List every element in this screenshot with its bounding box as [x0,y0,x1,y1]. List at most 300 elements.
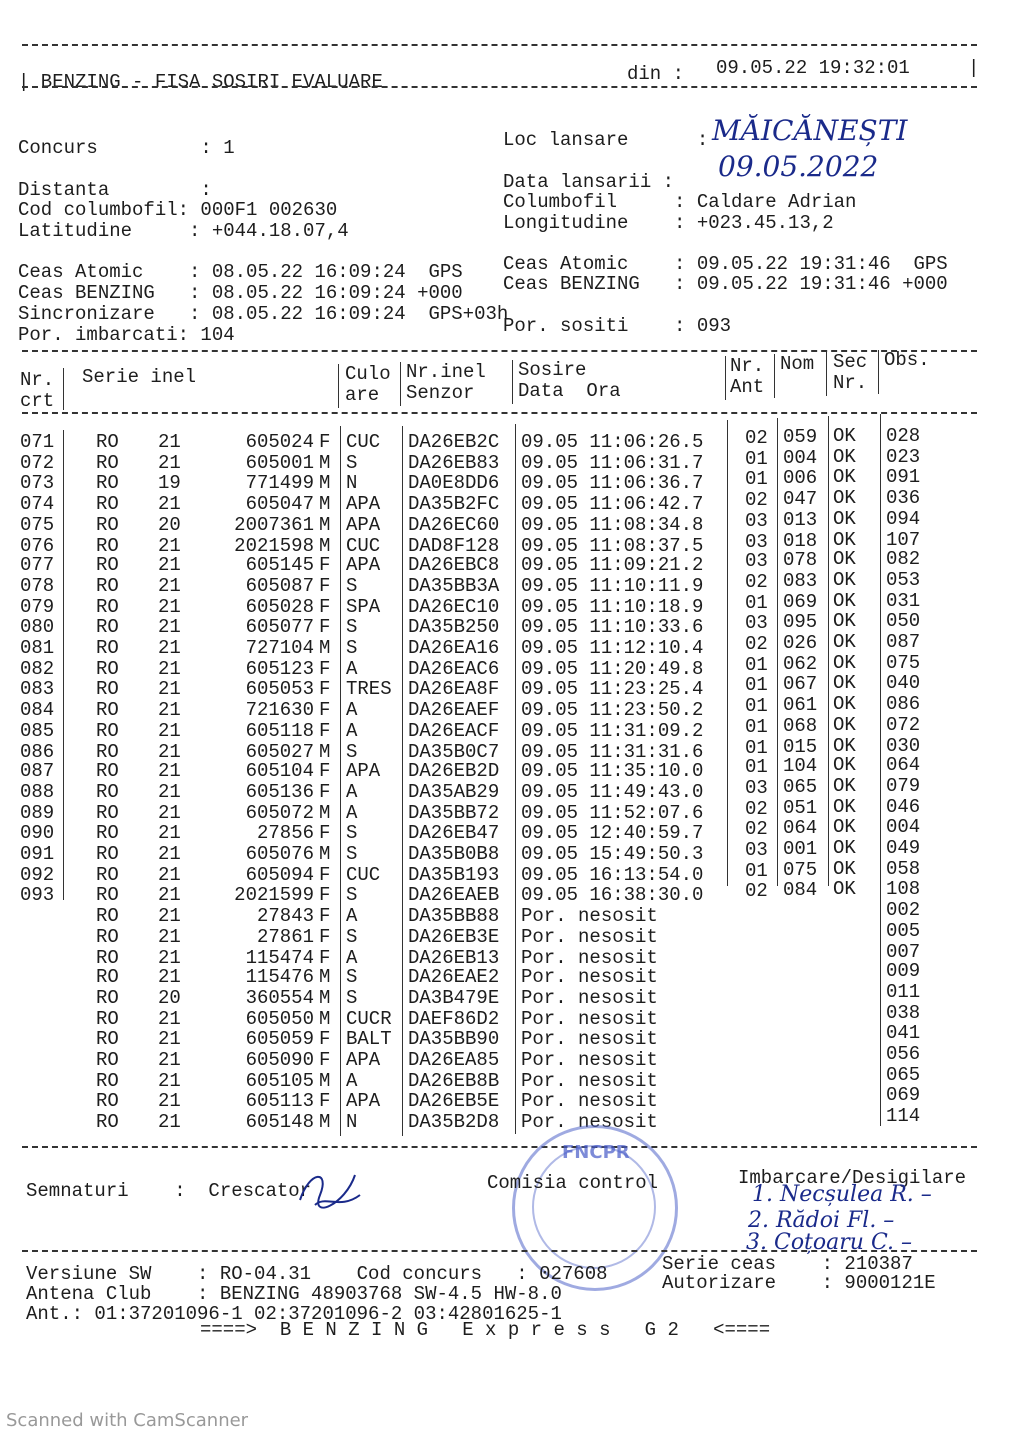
row-culoare: S [346,740,358,763]
row-sosire: 09.05 11:31:09.2 [521,719,704,742]
row-sosire: 09.05 11:23:50.2 [521,698,704,721]
row-inel: 2021598 [234,534,314,557]
row-nom: 075 [783,858,818,881]
hdr-crt: crt [20,390,55,412]
row-tara: RO [96,719,119,742]
table-row [0,940,1024,976]
row-sec: OK [833,734,856,757]
row-ant: 02 [745,818,768,841]
row-culoare: S [346,925,358,948]
hw-signatory-2: 2. Rădoi Fl. – [748,1208,895,1233]
row-sec: OK [833,692,856,715]
row-tara: RO [96,1110,119,1133]
row-senzor: DA26EA85 [408,1049,500,1071]
row-inel: 605076 [245,843,314,865]
row-sex: F [319,1089,331,1112]
row-an: 21 [158,1089,181,1112]
row-nr: 073 [20,471,55,494]
hdr-nr-ant-1: Nr. [730,355,765,377]
row-nom: 004 [783,446,818,469]
row-sec: OK [833,590,856,613]
row-sosire: 09.05 15:49:50.3 [521,843,704,865]
row-an: 21 [158,740,181,763]
row-nr: 076 [20,534,55,557]
data-lansarii-handwritten: 09.05.2022 [718,150,879,183]
row-an: 21 [158,575,181,598]
row-nr: 074 [20,492,55,515]
row-nr: 072 [20,451,55,474]
row-obs: 108 [886,877,921,900]
row-sec: OK [833,775,856,798]
row-tara: RO [96,677,119,700]
row-tara: RO [96,781,119,804]
row-nr: 079 [20,596,55,619]
row-ant: 01 [745,756,768,779]
row-senzor: DA26EB83 [408,451,500,474]
row-ant: 03 [745,509,768,532]
row-ant: 02 [745,427,768,449]
row-culoare: APA [346,1049,381,1071]
table-row [0,1002,1024,1038]
row-culoare: CUC [346,863,381,886]
row-inel: 605028 [245,596,314,619]
por-sositi: Por. sositi : 093 [503,315,732,337]
row-ant: 02 [745,488,768,511]
row-sex: M [319,637,331,659]
data-lansarii: Data lansarii : [503,171,675,193]
row-sex: F [319,781,331,804]
row-sec: OK [833,548,856,571]
row-senzor: DA26EA16 [408,637,500,659]
row-inel: 771499 [245,471,314,494]
row-obs: 041 [886,1022,921,1045]
hdr-are: are [345,384,380,406]
row-tara: RO [96,1028,119,1051]
row-sosire: Por. nesosit [521,1028,658,1051]
din-value: 09.05.22 19:32:01 [716,57,910,79]
row-nom: 078 [783,549,818,572]
row-culoare: S [346,637,358,659]
versiune-sw: Versiune SW : RO-04.31 Cod concurs : 027608 [26,1263,608,1285]
row-obs: 049 [886,837,921,859]
table-row [0,754,1024,787]
row-obs: 058 [886,857,921,880]
row-sex: M [319,451,331,474]
row-ant: 02 [745,798,768,821]
row-senzor: DA35B2D8 [408,1110,500,1133]
row-inel: 605077 [245,616,314,639]
row-sosire: 09.05 11:08:37.5 [521,534,704,557]
latitudine: Latitudine : +044.18.07,4 [18,220,349,242]
row-an: 21 [158,802,181,825]
row-culoare: CUCR [346,1008,392,1031]
row-an: 21 [158,637,181,659]
row-senzor: DA35B0C7 [408,740,500,763]
row-inel: 605053 [245,677,314,700]
row-sec: OK [833,713,856,736]
row-an: 20 [158,987,181,1010]
row-tara: RO [96,513,119,536]
table-row [0,631,1024,662]
table-row [0,1063,1024,1101]
row-senzor: DA3B479E [408,987,500,1010]
row-tara: RO [96,966,119,989]
row-obs: 086 [886,692,921,715]
row-sex: F [319,822,331,845]
row-culoare: N [346,471,358,494]
ceas-benzing-start: Ceas BENZING : 08.05.22 16:09:24 +000 [18,282,463,304]
row-an: 21 [158,657,181,680]
distanta: Distanta : [18,179,212,201]
table-row [0,528,1024,558]
row-an: 21 [158,1110,181,1133]
antena-club: Antena Club : BENZING 48903768 SW-4.5 HW-8.0 [26,1283,562,1305]
row-culoare: S [346,966,358,989]
row-tara: RO [96,698,119,721]
row-sec: OK [833,610,856,633]
row-tara: RO [96,657,119,680]
row-nom: 059 [783,426,818,448]
row-senzor: DA0E8DD6 [408,471,500,494]
row-sex: F [319,760,331,783]
row-inel: 605024 [245,431,314,453]
row-nr: 080 [20,616,55,639]
table-row [0,465,1024,495]
row-culoare: A [346,781,358,804]
table-row [0,898,1024,934]
row-culoare: N [346,1110,358,1133]
table-row [0,1043,1024,1080]
table-row [0,671,1024,704]
row-an: 21 [158,677,181,700]
row-sosire: 09.05 11:12:10.4 [521,637,704,659]
row-sex: M [319,1069,331,1092]
row-senzor: DA26EB5E [408,1089,500,1112]
row-nr: 093 [20,883,55,906]
table-row [0,837,1024,871]
table-row [0,960,1024,996]
row-sex: F [319,554,331,577]
row-nom: 001 [783,838,818,860]
longitudine: Longitudine : +023.45.13,2 [503,212,834,234]
row-obs: 011 [886,981,921,1004]
table-row [0,877,1024,913]
row-tara: RO [96,987,119,1010]
row-tara: RO [96,471,119,494]
row-culoare: A [346,1069,358,1092]
row-sex: F [319,431,331,453]
row-senzor: DA35BB3A [408,575,500,598]
row-senzor: DA26EAEF [408,698,500,721]
row-tara: RO [96,554,119,577]
row-sex: M [319,1008,331,1031]
row-culoare: A [346,719,358,742]
row-inel: 605072 [245,802,314,825]
hdr-obs: Obs. [884,349,930,371]
table-row [0,816,1024,850]
doc-title: | BENZING - FISA SOSIRI EVALUARE [18,71,383,93]
row-inel: 605050 [245,1008,314,1031]
row-senzor: DA35B250 [408,616,500,639]
row-an: 19 [158,471,181,494]
row-sec: OK [833,486,856,509]
row-tara: RO [96,451,119,474]
row-obs: 053 [886,569,921,592]
row-tara: RO [96,616,119,639]
table-row [0,1083,1024,1122]
row-tara: RO [96,925,119,948]
row-nr: 084 [20,698,55,721]
hdr-sep [774,354,775,398]
row-an: 21 [158,863,181,886]
row-inel: 605118 [245,719,314,742]
row-senzor: DA26EAEB [408,883,500,906]
row-nr: 075 [20,513,55,536]
table-row [0,590,1024,620]
row-sosire: Por. nesosit [521,966,658,989]
row-obs: 009 [886,960,921,983]
row-tara: RO [96,492,119,515]
row-sex: M [319,802,331,825]
row-senzor: DA35B193 [408,863,500,886]
row-sex: M [319,1110,331,1133]
row-inel: 2021599 [234,883,314,906]
row-an: 21 [158,822,181,845]
row-senzor: DAD8F128 [408,534,500,557]
header-divider [22,86,977,88]
row-culoare: A [346,657,358,680]
row-sosire: Por. nesosit [521,987,658,1010]
row-sex: F [319,575,331,598]
row-sosire: 09.05 11:06:26.5 [521,431,704,453]
row-sosire: 09.05 11:06:42.7 [521,492,704,515]
row-sex: M [319,740,331,763]
row-an: 21 [158,596,181,619]
row-an: 21 [158,966,181,989]
row-ant: 01 [745,859,768,882]
row-tara: RO [96,802,119,825]
ceas-atomic-end: Ceas Atomic : 09.05.22 19:31:46 GPS [503,253,948,275]
row-culoare: APA [346,492,381,515]
serie-ceas: Serie ceas : 210387 [662,1253,913,1275]
row-sec: OK [833,796,856,819]
row-sex: F [319,863,331,886]
row-senzor: DA26EAC6 [408,657,500,680]
row-inel: 605094 [245,863,314,886]
row-obs: 031 [886,590,921,613]
row-an: 21 [158,492,181,515]
row-sosire: Por. nesosit [521,1069,658,1092]
row-senzor: DA26EB8B [408,1069,500,1092]
row-senzor: DA35B2FC [408,492,500,515]
row-an: 21 [158,925,181,948]
row-an: 21 [158,904,181,927]
din-label: din : [627,63,685,85]
semnaturi: Semnaturi : Crescator [26,1180,312,1202]
row-senzor: DA26EC60 [408,513,500,536]
row-obs: 038 [886,1002,921,1025]
row-nr: 089 [20,802,55,825]
row-ant: 03 [745,777,768,800]
table-header-divider [22,412,977,414]
row-nr: 092 [20,863,55,886]
row-inel: 605136 [245,781,314,804]
row-sosire: 09.05 11:06:31.7 [521,451,704,474]
hdr-serie: Serie inel [82,366,197,388]
row-sex: F [319,698,331,721]
comisia-control: Comisia control [487,1172,659,1194]
row-sex: M [319,513,331,536]
top-divider [22,44,977,46]
row-inel: 27843 [256,904,314,927]
row-culoare: S [346,616,358,639]
row-tara: RO [96,883,119,906]
row-an: 21 [158,431,181,453]
row-inel: 721630 [245,698,314,721]
row-culoare: BALT [346,1028,392,1051]
row-sosire: 09.05 11:52:07.6 [521,802,704,825]
row-ant: 03 [745,839,768,861]
row-tara: RO [96,575,119,598]
row-inel: 115474 [245,946,314,969]
row-culoare: S [346,987,358,1010]
row-nr: 086 [20,740,55,763]
cod-columbofil: Cod columbofil: 000F1 002630 [18,199,338,221]
hdr-senzor: Senzor [406,382,475,404]
row-nr: 078 [20,575,55,598]
table-row [0,610,1024,641]
loc-lansare-handwritten: MĂICĂNEȘTI [712,114,908,147]
table-row [0,548,1024,578]
row-sec: OK [833,754,856,777]
table-row [0,569,1024,599]
hdr-sec-1: Sec [833,351,868,373]
table-row [0,445,1024,474]
row-culoare: A [346,946,358,969]
row-sec: OK [833,425,856,447]
hdr-sec-2: Nr. [833,372,868,394]
row-nr: 077 [20,554,55,577]
benzing-express: ====> B E N Z I N G E x p r e s s G 2 <==== [200,1319,771,1341]
row-senzor: DA26EA8F [408,677,500,700]
row-sosire: 09.05 11:06:36.7 [521,471,704,494]
row-culoare: SPA [346,596,381,619]
row-nom: 068 [783,714,818,737]
row-senzor: DA26EB2D [408,760,500,783]
row-inel: 605087 [245,575,314,598]
row-culoare: APA [346,760,381,783]
row-ant: 01 [745,592,768,615]
hw-signatory-1: 1. Necșulea R. – [752,1182,932,1207]
row-obs: 094 [886,507,921,530]
hdr-sep [725,356,726,400]
row-obs: 004 [886,816,921,839]
row-sosire: 09.05 11:10:18.9 [521,596,704,619]
table-row [0,775,1024,808]
row-tara: RO [96,843,119,865]
row-nr: 090 [20,822,55,845]
table-row [0,486,1024,516]
row-obs: 002 [886,898,921,921]
row-obs: 114 [886,1104,921,1127]
row-inel: 605105 [245,1069,314,1092]
row-sex: F [319,1049,331,1071]
hdr-sep [826,352,827,396]
row-an: 21 [158,554,181,577]
hdr-sosire: Sosire [518,359,587,381]
row-ant: 01 [745,467,768,490]
row-sec: OK [833,631,856,653]
row-an: 21 [158,1008,181,1031]
table-row [0,651,1024,683]
row-ant: 02 [745,879,768,902]
row-an: 21 [158,843,181,865]
row-senzor: DA26EB13 [408,946,500,969]
row-sex: M [319,843,331,865]
row-an: 21 [158,451,181,474]
row-senzor: DA35BB90 [408,1028,500,1051]
row-ant: 01 [745,447,768,470]
hdr-culo: Culo [345,363,391,385]
row-inel: 605123 [245,657,314,680]
row-inel: 605145 [245,554,314,577]
row-ant: 03 [745,612,768,635]
hdr-sep [338,364,339,408]
row-culoare: A [346,698,358,721]
hdr-nr: Nr. [20,369,55,391]
row-senzor: DA26EC10 [408,596,500,619]
end-bar: | [968,57,980,79]
row-ant: 01 [745,736,768,759]
row-obs: 087 [886,631,921,653]
row-nom: 006 [783,466,818,489]
row-inel: 2007361 [234,513,314,536]
row-inel: 605148 [245,1110,314,1133]
row-sex: M [319,492,331,515]
row-obs: 064 [886,754,921,777]
row-obs: 079 [886,775,921,798]
hdr-sep [400,362,401,406]
row-obs: 050 [886,610,921,633]
row-sec: OK [833,671,856,694]
row-obs: 046 [886,796,921,819]
row-nom: 067 [783,672,818,695]
row-sosire: Por. nesosit [521,1008,658,1031]
row-culoare: CUC [346,431,381,453]
row-culoare: A [346,904,358,927]
row-sex: F [319,596,331,619]
row-sex: F [319,719,331,742]
row-an: 21 [158,883,181,906]
row-nom: 062 [783,652,818,675]
row-ant: 02 [745,571,768,594]
row-tara: RO [96,822,119,845]
row-sex: F [319,925,331,948]
hdr-nrinel: Nr.inel [406,361,486,383]
row-culoare: APA [346,554,381,577]
row-nom: 051 [783,797,818,820]
row-tara: RO [96,1049,119,1071]
row-nom: 065 [783,776,818,799]
row-tara: RO [96,904,119,927]
row-sec: OK [833,465,856,488]
row-nr: 071 [20,431,55,453]
row-obs: 056 [886,1043,921,1065]
row-nr: 088 [20,781,55,804]
row-inel: 605059 [245,1028,314,1051]
row-culoare: APA [346,1089,381,1112]
row-obs: 091 [886,465,921,488]
